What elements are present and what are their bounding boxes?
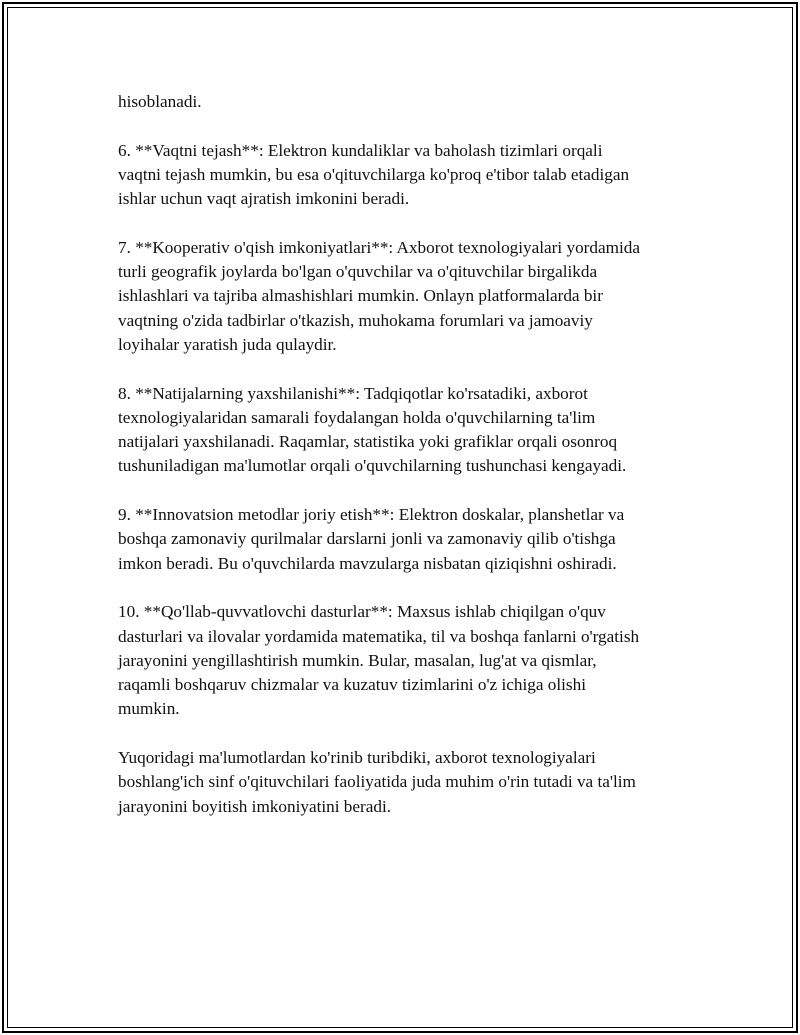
paragraph-item-6: 6. **Vaqtni tejash**: Elektron kundaliklar va baholash tizimlari orqali vaqtni tejash mumkin, bu esa o'qituvchilarga ko'proq e'tibor talab etadigan ishlar uchun vaqt ajratish imkonini beradi. xyxy=(118,140,630,209)
paragraph-item-8: 8. **Natijalarning yaxshilanishi**: Tadqiqotlar ko'rsatadiki, axborot texnologiyalaridan samarali foydalangan holda o'quvchilarning ta'lim natijalari yaxshilanadi. Raqamlar, statistika yoki grafiklar orqali osonroq tushuniladigan ma'lumotlar orqali o'quvchilarning tushunchasi kengayadi. xyxy=(118,383,627,476)
document-body xyxy=(118,90,698,843)
paragraph-continuation: hisoblanadi. xyxy=(118,92,202,111)
paragraph-item-9: 9. **Innovatsion metodlar joriy etish**: Elektron doskalar, planshetlar va boshqa zamonaviy qurilmalar darslarni jonli va zamonaviy qilib o'tishga imkon beradi. Bu o'quvchilarda mavzularga nisbatan qiziqishni oshiradi. xyxy=(118,505,625,573)
paragraph-item-7: 7. **Kooperativ o'qish imkoniyatlari**: Axborot texnologiyalari yordamida turli geografik joylarda bo'lgan o'quvchilar va o'qituvchilar birgalikda ishlashlari va tajriba almashishlari mumkin. Onlayn platformalarda bir vaqtning o'zida tadbirlar o'tkazish, muhokama forumlari va jamoaviy loyihalar yaratish juda qulaydir. xyxy=(118,237,640,354)
paragraph-conclusion: Yuqoridagi ma'lumotlardan ko'rinib turibdiki, axborot texnologiyalari boshlang'ich sinf o'qituvchilari faoliyatida juda muhim o'rin tutadi va ta'lim jarayonini boyitish imkoniyatini beradi. xyxy=(118,748,636,816)
paragraph-item-10: 10. **Qo'llab-quvvatlovchi dasturlar**: Maxsus ishlab chiqilgan o'quv dasturlari va ilovalar yordamida matematika, til va boshqa fanlarni o'rgatish jarayonini yengillashtirish mumkin. Bular, masalan, lug'at va qismlar, raqamli boshqaruv chizmalar va kuzatuv tizimlarini o'z ichiga olishi mumkin. xyxy=(118,602,640,719)
